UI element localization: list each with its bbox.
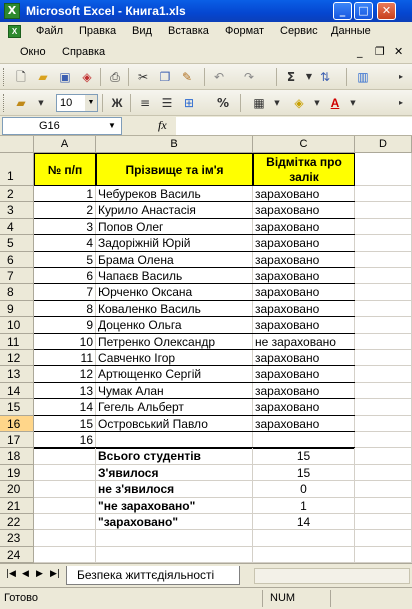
cell-mark[interactable]: зараховано	[253, 219, 355, 235]
table-row-border	[34, 300, 355, 301]
cell-empty[interactable]	[34, 547, 96, 563]
cell-mark[interactable]: зараховано	[253, 399, 355, 415]
toolbar-options-icon[interactable]: ▸	[398, 98, 403, 107]
new-icon[interactable]: 🗋	[16, 70, 26, 84]
print-preview-icon[interactable]: ⎙	[110, 70, 120, 84]
row-header[interactable]: 20	[0, 481, 34, 497]
font-color-icon[interactable]: A	[330, 96, 340, 110]
standard-toolbar	[0, 64, 412, 90]
undo-icon[interactable]: ↶	[213, 70, 225, 84]
folder-icon[interactable]: ▰	[16, 96, 26, 110]
cell-mark[interactable]: зараховано	[253, 252, 355, 268]
fill-dropdown-icon[interactable]: ▼	[314, 99, 320, 107]
status-divider	[330, 590, 331, 607]
font-dropdown-icon[interactable]: ▼	[38, 99, 44, 107]
cell-empty-a[interactable]	[34, 514, 96, 530]
cell-d[interactable]	[355, 448, 412, 464]
formula-bar	[0, 116, 412, 136]
cell-empty-a[interactable]	[34, 481, 96, 497]
cut-icon[interactable]: ✂	[137, 70, 149, 84]
menu-tools[interactable]: Сервис	[280, 25, 318, 37]
table-row-border	[34, 365, 355, 366]
formula-input[interactable]	[176, 117, 412, 135]
table-row-border	[34, 283, 355, 284]
cell-name[interactable]: Брама Олена	[96, 252, 253, 268]
horizontal-scrollbar[interactable]	[254, 568, 410, 584]
cell-d[interactable]	[355, 235, 412, 251]
sheet-tab-active[interactable]: Безпека життєдіяльності	[66, 566, 240, 585]
status-divider	[262, 590, 263, 607]
cell-d[interactable]	[355, 399, 412, 415]
cell-name[interactable]	[96, 432, 253, 448]
doc-restore-button[interactable]: ❐	[375, 45, 385, 58]
row-header[interactable]: 14	[0, 383, 34, 399]
cell-number[interactable]: 7	[34, 284, 96, 300]
cell-number[interactable]: 15	[34, 416, 96, 432]
cell-mark[interactable]: зараховано	[253, 186, 355, 202]
table-row-border	[34, 218, 355, 219]
cell-d[interactable]	[355, 465, 412, 481]
cell-number[interactable]: 9	[34, 317, 96, 333]
cell-mark[interactable]: зараховано	[253, 235, 355, 251]
formatting-toolbar	[0, 90, 412, 116]
summary-value[interactable]: 15	[253, 448, 355, 464]
workbook-icon[interactable]: X	[8, 25, 21, 38]
close-button[interactable]: ✕	[377, 2, 396, 20]
toolbar-options-icon[interactable]: ▸	[398, 72, 403, 81]
cell-number[interactable]: 6	[34, 268, 96, 284]
column-header-c[interactable]: C	[253, 136, 355, 153]
cell-d[interactable]	[355, 317, 412, 333]
cell-name[interactable]: Чапаєв Василь	[96, 268, 253, 284]
menu-bar	[0, 22, 412, 64]
row-header[interactable]: 17	[0, 432, 34, 448]
cell-d[interactable]	[355, 366, 412, 382]
toolbar-separator	[100, 68, 101, 86]
status-text: Готово	[4, 592, 38, 604]
row-header[interactable]: 9	[0, 301, 34, 317]
toolbar-grip[interactable]	[3, 94, 6, 112]
cell-d[interactable]	[355, 498, 412, 514]
cell-name[interactable]: Попов Олег	[96, 219, 253, 235]
first-sheet-button[interactable]: |◀	[6, 569, 16, 579]
row-header[interactable]: 2	[0, 186, 34, 202]
row-header[interactable]: 24	[0, 547, 34, 563]
row-header[interactable]: 10	[0, 317, 34, 333]
row-header[interactable]: 1	[0, 153, 34, 186]
table-row-border	[34, 447, 355, 448]
row-header[interactable]: 22	[0, 514, 34, 530]
doc-close-button[interactable]: ✕	[394, 45, 404, 58]
summary-label[interactable]: Всього студентів	[96, 448, 253, 464]
row-header[interactable]: 15	[0, 399, 34, 415]
menu-format[interactable]: Формат	[225, 25, 265, 37]
format-painter-icon[interactable]: ✎	[181, 70, 193, 84]
cell-mark[interactable]: зараховано	[253, 350, 355, 366]
cell-mark[interactable]: зараховано	[253, 317, 355, 333]
table-row-border	[34, 234, 355, 235]
cell-empty-a[interactable]	[34, 448, 96, 464]
font-size-select[interactable]	[56, 94, 98, 112]
cell-name[interactable]: Артющенко Сергій	[96, 366, 253, 382]
borders-dropdown-icon[interactable]: ▼	[274, 99, 280, 107]
toolbar-separator	[130, 94, 131, 112]
cell-d[interactable]	[355, 547, 412, 563]
save-icon[interactable]: ▣	[59, 70, 71, 84]
row-header[interactable]: 4	[0, 219, 34, 235]
cell-d[interactable]	[355, 186, 412, 202]
column-header-d[interactable]: D	[355, 136, 412, 153]
fx-icon[interactable]: fx	[158, 118, 167, 132]
cell-name[interactable]: Чебуреков Василь	[96, 186, 253, 202]
cell-number[interactable]: 11	[34, 350, 96, 366]
column-header-b[interactable]: B	[96, 136, 253, 153]
bold-button[interactable]: Ж	[111, 96, 123, 110]
cell-name[interactable]: Гегель Альберт	[96, 399, 253, 415]
title-bar	[0, 0, 412, 22]
row-header[interactable]: 7	[0, 268, 34, 284]
font-color-dropdown-icon[interactable]: ▼	[350, 99, 356, 107]
cell-name[interactable]: Коваленко Василь	[96, 301, 253, 317]
table-row-border	[34, 415, 355, 416]
cell-empty[interactable]	[34, 530, 96, 546]
toolbar-separator	[240, 94, 241, 112]
cell-name[interactable]: Курило Анастасія	[96, 202, 253, 218]
table-row-border	[34, 201, 355, 202]
cell-name[interactable]: Савченко Ігор	[96, 350, 253, 366]
table-row-border	[34, 333, 355, 334]
cell-empty-a[interactable]	[34, 465, 96, 481]
row-header[interactable]: 8	[0, 284, 34, 300]
copy-icon[interactable]: ❐	[159, 70, 171, 84]
toolbar-separator	[128, 68, 129, 86]
menu-row-1	[0, 22, 412, 42]
row-header[interactable]: 18	[0, 448, 34, 464]
cell-mark[interactable]: не зараховано	[253, 334, 355, 350]
column-header-a[interactable]: A	[34, 136, 96, 153]
minimize-button[interactable]: _	[333, 2, 352, 20]
summary-label[interactable]: "не зараховано"	[96, 498, 253, 514]
summary-value[interactable]: 15	[253, 465, 355, 481]
row-header[interactable]: 3	[0, 202, 34, 218]
autosum-icon[interactable]: Σ	[286, 70, 296, 84]
font-size-value: 10	[60, 97, 73, 109]
open-icon[interactable]: ▰	[38, 70, 48, 84]
cell-mark[interactable]: зараховано	[253, 416, 355, 432]
cell-d[interactable]	[355, 481, 412, 497]
sheet-tab-bar	[0, 563, 412, 587]
menu-file[interactable]: Файл	[36, 25, 64, 37]
summary-value[interactable]: 0	[253, 481, 355, 497]
sort-ascending-icon[interactable]: ⇅	[319, 70, 331, 84]
chart-wizard-icon[interactable]: ▥	[357, 70, 369, 84]
table-row-border	[34, 349, 355, 350]
header-cell-mark[interactable]: Відмітка про залік	[253, 153, 355, 186]
cell-mark[interactable]: зараховано	[253, 268, 355, 284]
summary-label[interactable]: не з'явилося	[96, 481, 253, 497]
cell-mark[interactable]: зараховано	[253, 383, 355, 399]
cell-empty[interactable]	[253, 530, 355, 546]
cell-number[interactable]: 14	[34, 399, 96, 415]
menu-help[interactable]: Справка	[62, 46, 106, 58]
redo-icon[interactable]: ↷	[243, 70, 255, 84]
spreadsheet-grid[interactable]	[0, 136, 412, 563]
cell-number[interactable]: 5	[34, 252, 96, 268]
cell-number[interactable]: 1	[34, 186, 96, 202]
row-header[interactable]: 6	[0, 252, 34, 268]
row-header[interactable]: 11	[0, 334, 34, 350]
cell-name[interactable]: Чумак Алан	[96, 383, 253, 399]
cell-number[interactable]: 3	[34, 219, 96, 235]
cell-empty[interactable]	[96, 547, 253, 563]
fill-color-icon[interactable]: ◈	[294, 96, 304, 110]
chevron-down-icon: ▼	[85, 95, 97, 111]
merge-center-icon[interactable]: ⊞	[183, 96, 195, 110]
percent-icon[interactable]: %	[216, 96, 230, 110]
cell-d[interactable]	[355, 202, 412, 218]
doc-minimize-button[interactable]: _	[357, 45, 363, 58]
row-header[interactable]: 16	[0, 416, 34, 432]
cell-number[interactable]: 13	[34, 383, 96, 399]
cell-d[interactable]	[355, 432, 412, 448]
menu-row-2	[0, 43, 412, 63]
cell-d[interactable]	[355, 153, 412, 186]
header-cell-number[interactable]: № п/п	[34, 153, 96, 186]
table-row-border	[34, 267, 355, 268]
cell-name[interactable]: Островський Павло	[96, 416, 253, 432]
row-header[interactable]: 23	[0, 530, 34, 546]
autosum-dropdown-icon[interactable]: ▼	[305, 72, 313, 81]
cell-name[interactable]: Юрченко Оксана	[96, 284, 253, 300]
name-box-dropdown-icon[interactable]: ▼	[108, 121, 116, 130]
summary-value[interactable]: 1	[253, 498, 355, 514]
cell-number[interactable]: 8	[34, 301, 96, 317]
cell-d[interactable]	[355, 383, 412, 399]
cell-number[interactable]: 16	[34, 432, 96, 448]
cell-d[interactable]	[355, 530, 412, 546]
cell-d[interactable]	[355, 514, 412, 530]
toolbar-separator	[102, 94, 103, 112]
name-box[interactable]: G16	[2, 117, 122, 135]
cell-d[interactable]	[355, 350, 412, 366]
table-row-border	[34, 316, 355, 317]
table-row-border	[34, 398, 355, 399]
table-row-border	[34, 382, 355, 383]
cell-d[interactable]	[355, 219, 412, 235]
summary-label[interactable]: "зараховано"	[96, 514, 253, 530]
status-bar	[0, 587, 412, 609]
cell-name[interactable]: Задоріжній Юрій	[96, 235, 253, 251]
cell-name[interactable]: Доценко Ольга	[96, 317, 253, 333]
cell-number[interactable]: 12	[34, 366, 96, 382]
borders-icon[interactable]: ▦	[253, 96, 265, 110]
cell-empty[interactable]	[253, 547, 355, 563]
toolbar-separator	[346, 68, 347, 86]
toolbar-separator	[204, 68, 205, 86]
header-cell-name[interactable]: Прізвище та ім'я	[96, 153, 253, 186]
row-header[interactable]: 19	[0, 465, 34, 481]
cell-mark[interactable]	[253, 432, 355, 448]
cell-mark[interactable]: зараховано	[253, 366, 355, 382]
window-title: Microsoft Excel - Книга1.xls	[26, 4, 186, 18]
cell-number[interactable]: 10	[34, 334, 96, 350]
summary-label[interactable]: З'явилося	[96, 465, 253, 481]
align-center-icon[interactable]: ≡	[139, 96, 151, 110]
menu-edit[interactable]: Правка	[79, 25, 117, 37]
cell-empty[interactable]	[96, 530, 253, 546]
cell-mark[interactable]: зараховано	[253, 202, 355, 218]
maximize-button[interactable]: □	[354, 2, 373, 20]
menu-data[interactable]: Данные	[331, 25, 371, 37]
select-all-corner[interactable]	[0, 136, 34, 153]
toolbar-grip[interactable]	[3, 68, 6, 86]
menu-view[interactable]: Вид	[132, 25, 152, 37]
cell-d[interactable]	[355, 301, 412, 317]
permission-icon[interactable]: ◈	[82, 70, 92, 84]
cell-name[interactable]: Петренко Олександр	[96, 334, 253, 350]
row-header[interactable]: 21	[0, 498, 34, 514]
cell-d[interactable]	[355, 268, 412, 284]
cell-d[interactable]	[355, 284, 412, 300]
prev-sheet-button[interactable]: ◀	[22, 569, 29, 579]
cell-mark[interactable]: зараховано	[253, 301, 355, 317]
table-row-border	[34, 431, 355, 432]
cell-d[interactable]	[355, 252, 412, 268]
row-header[interactable]: 5	[0, 235, 34, 251]
cell-d[interactable]	[355, 416, 412, 432]
summary-value[interactable]: 14	[253, 514, 355, 530]
cell-number[interactable]: 4	[34, 235, 96, 251]
menu-insert[interactable]: Вставка	[168, 25, 209, 37]
excel-icon: X	[4, 3, 20, 19]
last-sheet-button[interactable]: ▶|	[50, 569, 60, 579]
row-header[interactable]: 13	[0, 366, 34, 382]
num-lock-indicator: NUM	[270, 592, 296, 604]
align-right-icon[interactable]: ☰	[161, 96, 173, 110]
table-row-border	[34, 251, 355, 252]
next-sheet-button[interactable]: ▶	[36, 569, 43, 579]
cell-empty-a[interactable]	[34, 498, 96, 514]
toolbar-separator	[276, 68, 277, 86]
menu-window[interactable]: Окно	[20, 46, 46, 58]
cell-number[interactable]: 2	[34, 202, 96, 218]
cell-mark[interactable]: зараховано	[253, 284, 355, 300]
cell-d[interactable]	[355, 334, 412, 350]
row-header[interactable]: 12	[0, 350, 34, 366]
